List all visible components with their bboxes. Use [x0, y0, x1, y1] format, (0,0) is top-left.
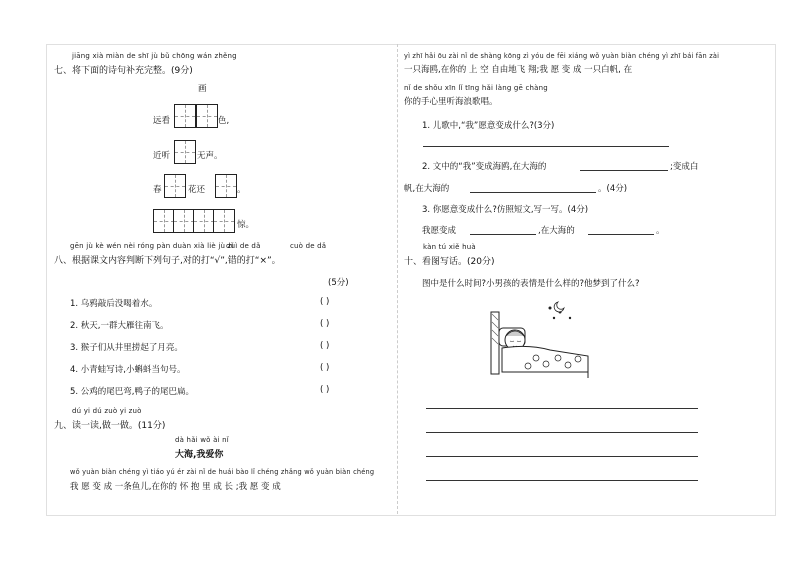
answer-line[interactable] [588, 234, 654, 235]
q7-line3-a: 春 [153, 185, 162, 195]
q8-score: (5分) [328, 278, 349, 288]
q8-pinyin-right: duì de dǎ [226, 242, 261, 250]
question-2a: 2. 文中的“我”变成海鸥,在大海的 [422, 162, 547, 172]
q7-line1-b: 色, [218, 116, 230, 126]
q7-title: 七、将下面的诗句补充完整。(9分) [54, 66, 193, 76]
blank-box[interactable] [196, 104, 218, 128]
q10-pinyin: kàn tú xiě huà [423, 243, 476, 251]
question-2b: ;变成白 [670, 162, 699, 172]
question-2c: 帆,在大海的 [404, 184, 450, 194]
blank-box[interactable] [164, 174, 186, 198]
poem-line: 我 愿 变 成 一条鱼儿,在你的 怀 抱 里 成 长 ;我 愿 变 成 [70, 482, 281, 492]
q8-item: 5. 公鸡的尾巴弯,鸭子的尾巴扁。 [70, 387, 195, 397]
poem-cont-pinyin2: nǐ de shǒu xīn lǐ tīng hǎi làng gē chàng [404, 84, 548, 92]
q8-pinyin: gēn jù kè wén nèi róng pàn duàn xià liè jù zǐ [70, 242, 234, 250]
writing-line[interactable] [426, 480, 698, 481]
writing-line[interactable] [426, 456, 698, 457]
poem-title-hua: 画 [198, 84, 207, 94]
sleeping-boy-picture [488, 298, 598, 380]
q7-line3-c: 。 [237, 185, 246, 195]
answer-line[interactable] [423, 146, 669, 147]
poem-cont-line1: 一只海鸥,在你的 上 空 自由地飞 翔;我 愿 变 成 一只白帆, 在 [404, 65, 633, 75]
blank-box[interactable] [153, 209, 175, 233]
q7-line2-b: 无声。 [197, 151, 223, 161]
q8-item: 1. 乌鸦敲后没喝着水。 [70, 299, 158, 309]
q9-title: 九、读一读,做一做。(11分) [54, 421, 166, 431]
question-1: 1. 儿歌中,“我”愿意变成什么?(3分) [422, 121, 555, 131]
answer-paren[interactable]: ( ) [320, 297, 330, 307]
question-3a: 我愿变成 [422, 226, 457, 236]
blank-box[interactable] [174, 104, 196, 128]
question-3: 3. 你愿意变成什么?仿照短文,写一写。(4分) [422, 205, 589, 215]
poem-cont-line2: 你的手心里听海浪歌唱。 [404, 97, 498, 107]
poem-line-pinyin: wǒ yuàn biàn chéng yì tiáo yú ér zài nǐ de huái bào lǐ chéng zhǎng wǒ yuàn biàn chéng [70, 468, 375, 476]
q8-item: 2. 秋天,一群大雁往南飞。 [70, 321, 169, 331]
q8-item: 4. 小青蛙写诗,小蝌蚪当句号。 [70, 365, 186, 375]
q10-title: 十、看图写话。(20分) [404, 257, 495, 267]
q7-line2-a: 近听 [153, 151, 171, 161]
blank-box[interactable] [213, 209, 235, 233]
answer-paren[interactable]: ( ) [320, 319, 330, 329]
poem-cont-pinyin: yì zhī hǎi ōu zài nǐ de shàng kōng zì yóu de fēi xiáng wǒ yuàn biàn chéng yì zhī bái fān zài [404, 52, 720, 60]
q7-line4-b: 惊。 [237, 220, 255, 230]
q8-item: 3. 猴子们从井里捞起了月亮。 [70, 343, 183, 353]
q7-line3-b: 花还 [188, 185, 206, 195]
answer-paren[interactable]: ( ) [320, 363, 330, 373]
center-divider [397, 44, 398, 514]
writing-line[interactable] [426, 408, 698, 409]
q7-pinyin: jiāng xià miàn de shī jù bǔ chōng wán zhěng [72, 52, 237, 60]
answer-line[interactable] [470, 234, 536, 235]
q8-pinyin-wrong: cuò de dǎ [290, 242, 327, 250]
blank-box[interactable] [193, 209, 215, 233]
writing-line[interactable] [426, 432, 698, 433]
answer-paren[interactable]: ( ) [320, 385, 330, 395]
blank-box[interactable] [215, 174, 237, 198]
answer-line[interactable] [580, 170, 668, 171]
q7-line1-a: 远看 [153, 116, 171, 126]
poem-title: 大海,我爱你 [175, 450, 224, 460]
poem-title-pinyin: dà hǎi wǒ ài nǐ [175, 436, 229, 444]
q10-prompt: 图中是什么时间?小男孩的表情是什么样的?他梦到了什么? [422, 279, 640, 289]
question-3b: ,在大海的 [538, 226, 575, 236]
blank-box[interactable] [174, 140, 196, 164]
answer-paren[interactable]: ( ) [320, 341, 330, 351]
blank-box[interactable] [173, 209, 195, 233]
q9-pinyin: dú yi dú zuò yi zuò [72, 407, 142, 415]
question-3c: 。 [656, 226, 665, 236]
q8-title: 八、根据课文内容判断下列句子,对的打“√”,错的打“×”。 [54, 256, 281, 266]
question-2d: 。(4分) [598, 184, 628, 194]
answer-line[interactable] [470, 192, 596, 193]
